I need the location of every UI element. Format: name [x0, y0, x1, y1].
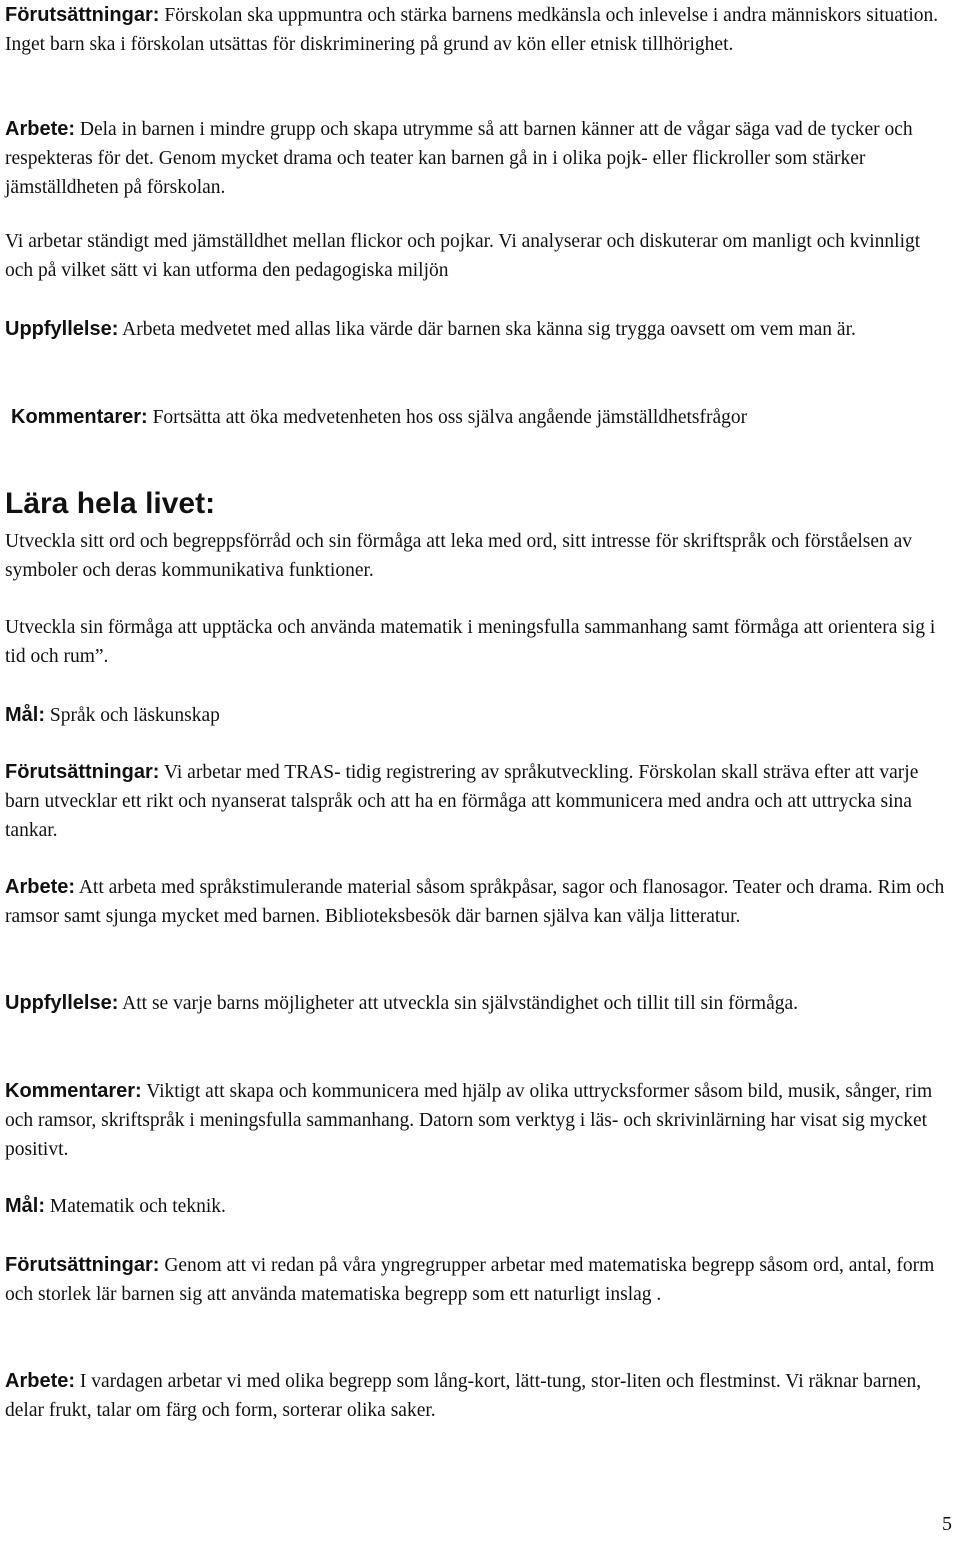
forutsattningar-label: Förutsättningar: — [5, 4, 160, 26]
matematik-forutsattningar-label: Förutsättningar: — [5, 1254, 160, 1276]
sprak-forutsattningar-label: Förutsättningar: — [5, 761, 160, 783]
sprak-arbete-paragraph — [5, 873, 953, 931]
matematik-arbete-text: I vardagen arbetar vi med olika begrepp som lång-kort, lätt-tung, stor-liten och flestminst. Vi räknar barnen, delar frukt, talar om färg och form, sorterar olika saker. — [5, 1371, 922, 1421]
arbete-text: Dela in barnen i mindre grupp och skapa utrymme så att barnen känner att de vågar säga vad de tycker och respekteras för det. Genom mycket drama och teater kan barnen gå in i olika pojk- eller flickroller som stärker jämställdheten på förskolan. — [5, 119, 913, 198]
matematik-mal-paragraph — [5, 1192, 953, 1221]
forutsattningar-text: Förskolan ska uppmuntra och stärka barnens medkänsla och inlevelse i andra människors situation. Inget barn ska i förskolan utsättas för diskriminering på grund av kön eller etnisk tillhörighet. — [5, 5, 939, 55]
arbete-paragraph — [5, 115, 953, 202]
uppfyllelse-paragraph — [5, 315, 953, 344]
matematik-arbete-label: Arbete: — [5, 1370, 76, 1392]
sprak-kommentarer-label: Kommentarer: — [5, 1080, 142, 1102]
sprak-uppfyllelse-label: Uppfyllelse: — [5, 992, 119, 1014]
sprak-uppfyllelse-text: Att se varje barns möjligheter att utveckla sin självständighet och tillit till sin förmåga. — [118, 993, 799, 1014]
arbete-label: Arbete: — [5, 118, 76, 140]
uppfyllelse-label: Uppfyllelse: — [5, 318, 119, 340]
sprak-arbete-text: Att arbeta med språkstimulerande material såsom språkpåsar, sagor och flanosagor. Teater och drama. Rim och ramsor samt sjunga mycket med barnen. Biblioteksbesök där barnen själva kan välja litteratur. — [5, 877, 945, 927]
sprak-mal-paragraph — [5, 701, 953, 730]
sprak-kommentarer-paragraph — [5, 1077, 953, 1164]
sprak-mal-text: Språk och läskunskap — [45, 705, 220, 726]
forutsattningar-paragraph — [5, 1, 953, 59]
matematik-mal-text: Matematik och teknik. — [45, 1196, 226, 1217]
lara-hela-livet-heading: Lära hela livet: — [5, 487, 216, 520]
matematik-mal-label: Mål: — [5, 1195, 45, 1217]
lara-intro-paragraph-1: Utveckla sitt ord och begreppsförråd och sin förmåga att leka med ord, sitt intresse för skriftspråk och förståelsen av symboler och deras kommunikativa funktioner. — [5, 531, 913, 581]
sprak-forutsattningar-paragraph — [5, 758, 953, 845]
sprak-kommentarer-text: Viktigt att skapa och kommunicera med hjälp av olika uttrycksformer såsom bild, musik, sånger, rim och ramsor, skriftspråk i meningsfulla sammanhang. Datorn som verktyg i läs- och skrivinlärning har visat sig mycket positivt. — [5, 1081, 933, 1160]
matematik-forutsattningar-paragraph — [5, 1251, 953, 1309]
sprak-forutsattningar-text: Vi arbetar med TRAS- tidig registrering av språkutveckling. Förskolan skall sträva efter att varje barn utvecklar ett rikt och nyanserat talspråk och att ha en förmåga att kommunicera med andra och att uttrycka sina tankar. — [5, 762, 919, 841]
sprak-uppfyllelse-paragraph — [5, 989, 953, 1018]
matematik-arbete-paragraph — [5, 1367, 953, 1425]
page-number: 5 — [942, 1513, 952, 1535]
kommentarer-paragraph — [11, 403, 959, 432]
sprak-arbete-label: Arbete: — [5, 876, 76, 898]
kommentarer-label: Kommentarer: — [11, 406, 148, 428]
matematik-forutsattningar-text: Genom att vi redan på våra yngregrupper arbetar med matematiska begrepp såsom ord, antal, form och storlek lär barnen sig att använda matematiska begrepp som ett naturligt inslag . — [5, 1255, 935, 1305]
jamstalldhet-paragraph: Vi arbetar ständigt med jämställdhet mellan flickor och pojkar. Vi analyserar och diskuterar om manligt och kvinnligt och på vilket sätt vi kan utforma den pedagogiska miljön — [5, 231, 921, 281]
lara-intro-paragraph-2: Utveckla sin förmåga att upptäcka och använda matematik i meningsfulla sammanhang samt förmåga att orientera sig i tid och rum”. — [5, 617, 936, 667]
sprak-mal-label: Mål: — [5, 704, 45, 726]
kommentarer-text: Fortsätta att öka medvetenheten hos oss själva angående jämställdhetsfrågor — [147, 407, 748, 428]
uppfyllelse-text: Arbeta medvetet med allas lika värde där barnen ska känna sig trygga oavsett om vem man är. — [118, 319, 856, 340]
